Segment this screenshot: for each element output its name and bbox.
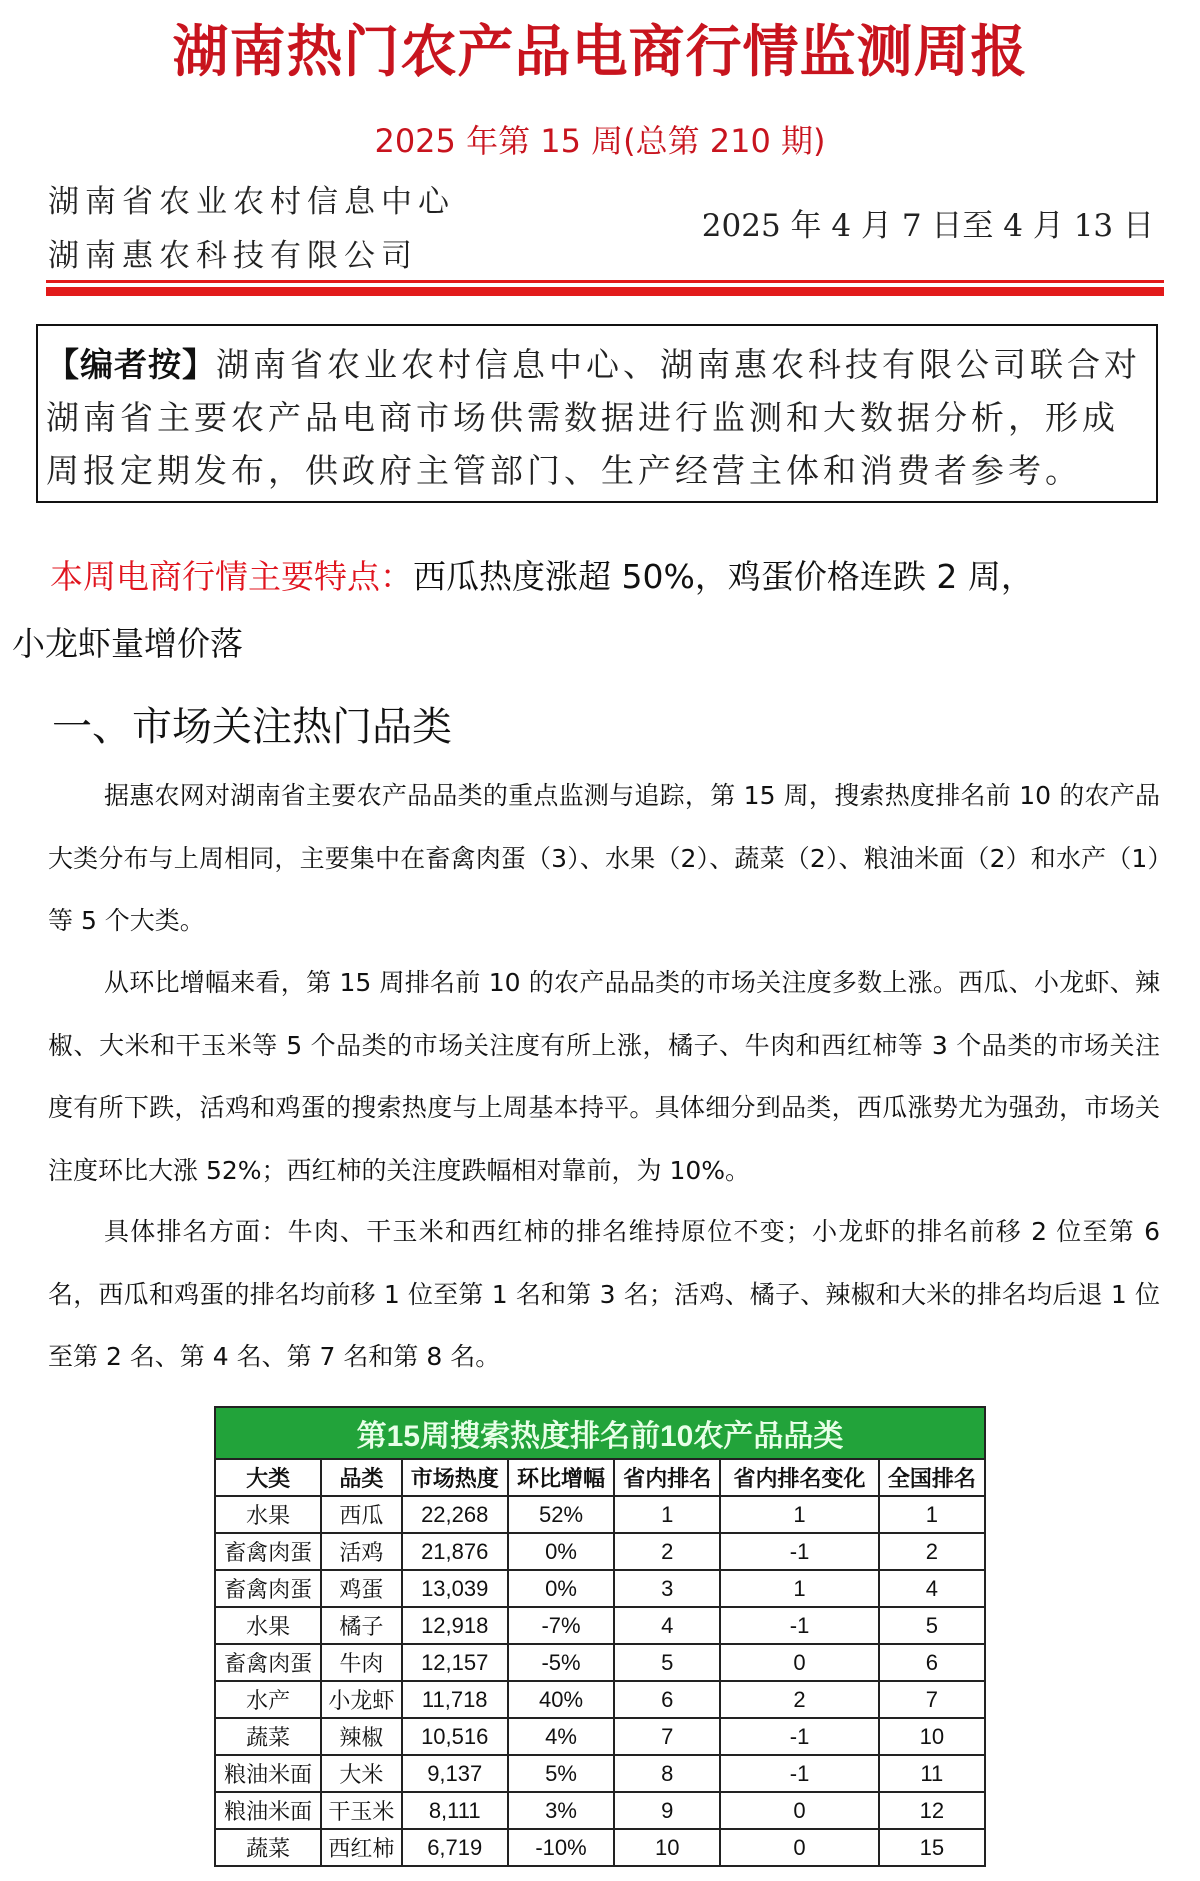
- editor-note-box: [36, 324, 1158, 503]
- table-cell: 10: [614, 1829, 720, 1866]
- table-cell: 4: [614, 1607, 720, 1644]
- table-cell: -1: [720, 1718, 878, 1755]
- paragraph-1: 据惠农网对湖南省主要农产品品类的重点监测与追踪，第 15 周，搜索热度排名前 10 的农产品大类分布与上周相同，主要集中在畜禽肉蛋（3）、水果（2）、蔬菜（2）、粮油米面（2）和水产（1）等 5 个大类。: [48, 781, 1160, 935]
- table-cell: 8: [614, 1755, 720, 1792]
- ranking-table: [214, 1406, 986, 1867]
- editor-note-text: 湖南省农业农村信息中心、湖南惠农科技有限公司联合对湖南省主要农产品电商市场供需数据进行监测和大数据分析，形成周报定期发布，供政府主管部门、生产经营主体和消费者参考。: [46, 345, 1141, 490]
- table-cell: 2: [614, 1533, 720, 1570]
- header-divider-thin: [46, 280, 1164, 283]
- table-cell: 21,876: [402, 1533, 508, 1570]
- table-cell: 6,719: [402, 1829, 508, 1866]
- table-row: [215, 1755, 985, 1792]
- table-cell: 5%: [508, 1755, 614, 1792]
- table-cell: 畜禽肉蛋: [215, 1533, 321, 1570]
- table-cell: 4: [879, 1570, 985, 1607]
- table-cell: 2: [879, 1533, 985, 1570]
- table-cell: 鸡蛋: [321, 1570, 401, 1607]
- table-cell: 5: [879, 1607, 985, 1644]
- report-title: 湖南热门农产品电商行情监测周报: [172, 20, 1028, 85]
- highlights-label: 本周电商行情主要特点：: [50, 557, 413, 596]
- weekly-highlights: [50, 536, 1170, 618]
- table-cell: 10,516: [402, 1718, 508, 1755]
- table-cell: 10: [879, 1718, 985, 1755]
- table-cell: 5: [614, 1644, 720, 1681]
- table-body: [215, 1496, 985, 1866]
- column-header: 品类: [321, 1459, 401, 1496]
- table-cell: 9,137: [402, 1755, 508, 1792]
- date-range: 2025 年 4 月 7 日至 4 月 13 日: [701, 208, 1154, 244]
- table-cell: 7: [879, 1681, 985, 1718]
- table-cell: 15: [879, 1829, 985, 1866]
- table-cell: 12: [879, 1792, 985, 1829]
- section-heading: 一、市场关注热门品类: [52, 704, 452, 750]
- table-cell: -10%: [508, 1829, 614, 1866]
- table-cell: 22,268: [402, 1496, 508, 1533]
- header-divider-thick: [46, 287, 1164, 296]
- table-cell: 活鸡: [321, 1533, 401, 1570]
- table-cell: 水产: [215, 1681, 321, 1718]
- table-cell: 40%: [508, 1681, 614, 1718]
- table-cell: -1: [720, 1533, 878, 1570]
- table-cell: -1: [720, 1607, 878, 1644]
- table-cell: 13,039: [402, 1570, 508, 1607]
- table-cell: 0: [720, 1829, 878, 1866]
- editor-note-label: 【编者按】: [46, 345, 216, 384]
- table-cell: 11,718: [402, 1681, 508, 1718]
- highlights-text-2: 小龙虾量增价落: [12, 624, 243, 663]
- table-cell: 12,918: [402, 1607, 508, 1644]
- paragraph-2: 从环比增幅来看，第 15 周排名前 10 的农产品品类的市场关注度多数上涨。西瓜、小龙虾、辣椒、大米和干玉米等 5 个品类的市场关注度有所上涨，橘子、牛肉和西红柿等 3 个品类的市场关注度有所下跌，活鸡和鸡蛋的搜索热度与上周基本持平。具体细分到品类，西瓜涨势尤为强劲，市场关注度环比大涨 52%；西红柿的关注度跌幅相对靠前，为 10%。: [48, 968, 1160, 1185]
- table-cell: 0%: [508, 1533, 614, 1570]
- table-cell: 粮油米面: [215, 1792, 321, 1829]
- table-cell: 橘子: [321, 1607, 401, 1644]
- table-cell: 蔬菜: [215, 1718, 321, 1755]
- table-row: [215, 1829, 985, 1866]
- column-header: 市场热度: [402, 1459, 508, 1496]
- table-cell: 畜禽肉蛋: [215, 1644, 321, 1681]
- table-cell: 6: [614, 1681, 720, 1718]
- column-header: 环比增幅: [508, 1459, 614, 1496]
- table-cell: 3%: [508, 1792, 614, 1829]
- table-cell: 辣椒: [321, 1718, 401, 1755]
- table-row: [215, 1607, 985, 1644]
- table-cell: 小龙虾: [321, 1681, 401, 1718]
- table-cell: 2: [720, 1681, 878, 1718]
- table-cell: 西瓜: [321, 1496, 401, 1533]
- table-cell: 0: [720, 1792, 878, 1829]
- table-cell: 7: [614, 1718, 720, 1755]
- table-cell: 4%: [508, 1718, 614, 1755]
- table-cell: 粮油米面: [215, 1755, 321, 1792]
- table-row: [215, 1681, 985, 1718]
- table-cell: 0%: [508, 1570, 614, 1607]
- table-row: [215, 1792, 985, 1829]
- table-cell: -7%: [508, 1607, 614, 1644]
- table-cell: 1: [614, 1496, 720, 1533]
- column-header: 省内排名: [614, 1459, 720, 1496]
- column-header: 省内排名变化: [720, 1459, 878, 1496]
- table-cell: 水果: [215, 1496, 321, 1533]
- table-cell: 干玉米: [321, 1792, 401, 1829]
- issue-number: 2025 年第 15 周(总第 210 期): [374, 122, 826, 160]
- table-cell: 8,111: [402, 1792, 508, 1829]
- table-cell: 蔬菜: [215, 1829, 321, 1866]
- table-cell: 12,157: [402, 1644, 508, 1681]
- highlights-text-1: 西瓜热度涨超 50%，鸡蛋价格连跌 2 周，: [413, 557, 1034, 596]
- table-cell: 6: [879, 1644, 985, 1681]
- table-cell: 3: [614, 1570, 720, 1607]
- table-cell: -1: [720, 1755, 878, 1792]
- table-cell: 西红柿: [321, 1829, 401, 1866]
- table-row: [215, 1644, 985, 1681]
- table-cell: -5%: [508, 1644, 614, 1681]
- table-cell: 9: [614, 1792, 720, 1829]
- table-cell: 1: [720, 1570, 878, 1607]
- table-cell: 大米: [321, 1755, 401, 1792]
- table-row: [215, 1533, 985, 1570]
- table-header-row: [215, 1459, 985, 1496]
- table-cell: 水果: [215, 1607, 321, 1644]
- table-row: [215, 1718, 985, 1755]
- paragraph-3: 具体排名方面：牛肉、干玉米和西红柿的排名维持原位不变；小龙虾的排名前移 2 位至第 6 名，西瓜和鸡蛋的排名均前移 1 位至第 1 名和第 3 名；活鸡、橘子、辣椒和大米的排名均后退 1 位至第 2 名、第 4 名、第 7 名和第 8 名。: [48, 1217, 1160, 1371]
- publisher-2: 湖南惠农科技有限公司: [48, 238, 418, 274]
- table-cell: 牛肉: [321, 1644, 401, 1681]
- table-row: [215, 1496, 985, 1533]
- table-cell: 52%: [508, 1496, 614, 1533]
- table-cell: 1: [879, 1496, 985, 1533]
- table-cell: 畜禽肉蛋: [215, 1570, 321, 1607]
- table-cell: 1: [720, 1496, 878, 1533]
- table-cell: 0: [720, 1644, 878, 1681]
- table-cell: 11: [879, 1755, 985, 1792]
- publisher-1: 湖南省农业农村信息中心: [48, 184, 455, 220]
- column-header: 全国排名: [879, 1459, 985, 1496]
- table-caption: 第15周搜索热度排名前10农产品品类: [215, 1407, 985, 1459]
- table-row: [215, 1570, 985, 1607]
- column-header: 大类: [215, 1459, 321, 1496]
